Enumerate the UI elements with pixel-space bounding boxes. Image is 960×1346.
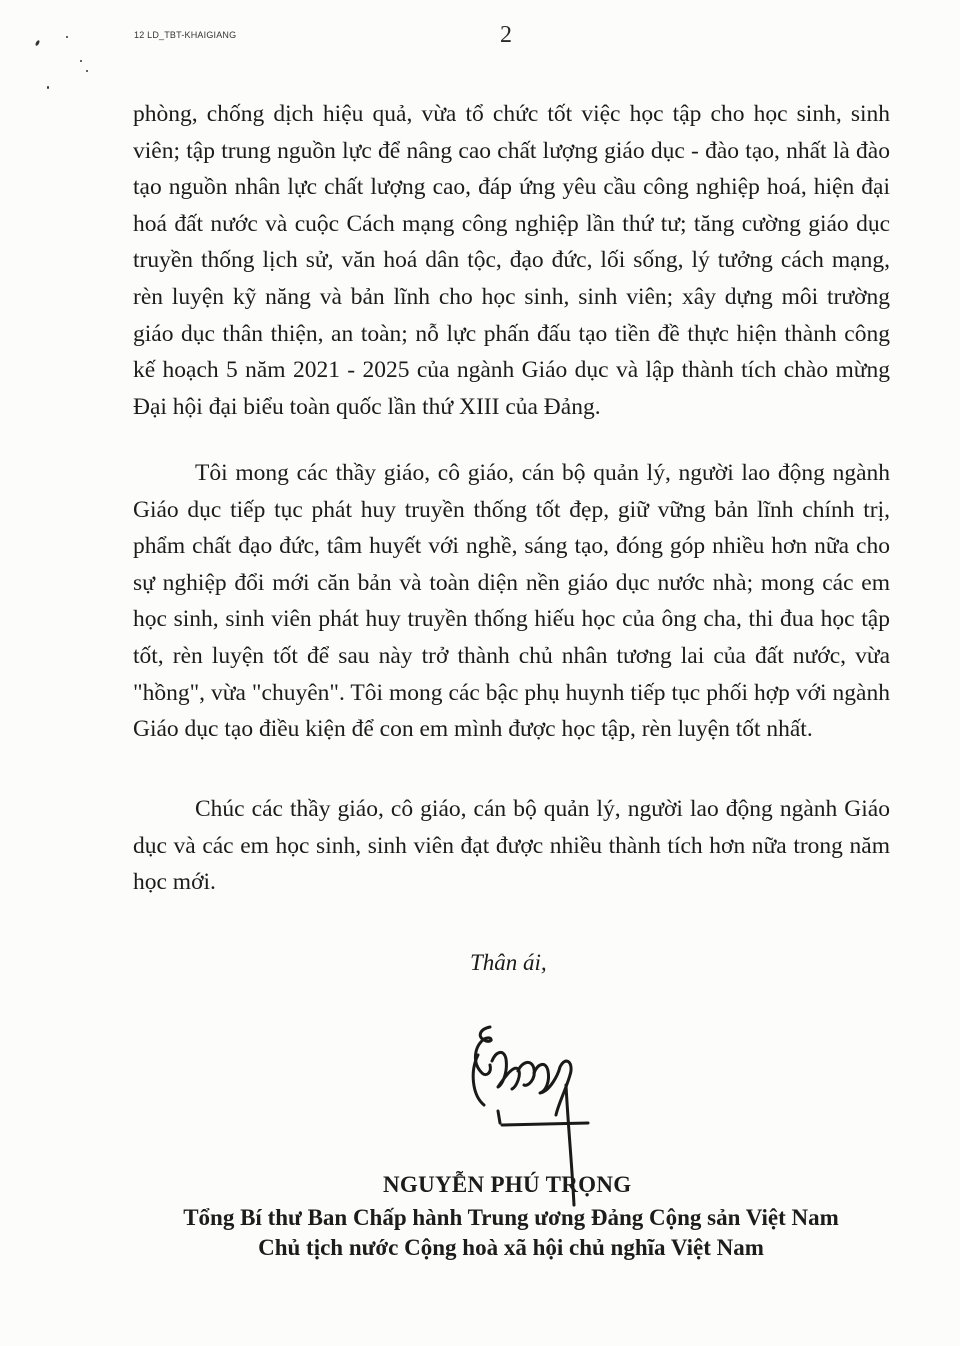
signer-title-line-2: Chủ tịch nước Cộng hoà xã hội chủ nghĩa Việt Nam	[258, 1235, 764, 1260]
body-paragraph-2: Tôi mong các thầy giáo, cô giáo, cán bộ quản lý, người lao động ngành Giáo dục tiếp tục phát huy truyền thống tốt đẹp, giữ vững bản lĩnh chính trị, phẩm chất đạo đức, tâm huyết với nghề, sáng tạo, đóng góp nhiều hơn nữa cho sự nghiệp đổi mới căn bản và toàn diện nền giáo dục nước nhà; mong các em học sinh, sinh viên phát huy truyền thống hiếu học của ông cha, thi đua học tập tốt, rèn luyện tốt để sau này trở thành chủ nhân tương lai của đất nước, vừa "hồng", vừa "chuyên". Tôi mong các bậc phụ huynh tiếp tục phối hợp với ngành Giáo dục tạo điều kiện để con em mình được học tập, rèn luyện tốt nhất.	[133, 460, 890, 743]
scan-speck	[47, 86, 49, 89]
closing-salutation: Thân ái,	[470, 950, 547, 975]
scan-speck	[35, 40, 41, 47]
scan-speck	[86, 70, 88, 72]
file-reference-tag: 12 LD_TBT-KHAIGIANG	[134, 30, 237, 40]
scan-speck	[80, 60, 82, 62]
body-paragraph-1: phòng, chống dịch hiệu quả, vừa tổ chức tốt việc học tập cho học sinh, sinh viên; tập trung nguồn lực để nâng cao chất lượng giáo dục - đào tạo, nhất là đào tạo nguồn nhân lực chất lượng cao, đáp ứng yêu cầu công nghiệp hoá, hiện đại hoá đất nước và cuộc Cách mạng công nghiệp lần thứ tư; tăng cường giáo dục truyền thống lịch sử, văn hoá dân tộc, đạo đức, lối sống, lý tưởng cách mạng, rèn luyện kỹ năng và bản lĩnh cho học sinh, sinh viên; xây dựng môi trường giáo dục thân thiện, an toàn; nỗ lực phấn đấu tạo tiền đề thực hiện thành công kế hoạch 5 năm 2021 - 2025 của ngành Giáo dục và lập thành tích chào mừng Đại hội đại biểu toàn quốc lần thứ XIII của Đảng.	[133, 101, 890, 420]
scan-speck	[66, 36, 68, 38]
body-paragraph-3: Chúc các thầy giáo, cô giáo, cán bộ quản lý, người lao động ngành Giáo dục và các em học sinh, sinh viên đạt được nhiều thành tích hơn nữa trong năm học mới.	[133, 796, 890, 896]
signer-name: NGUYỄN PHÚ TRỌNG	[383, 1172, 632, 1197]
page-number: 2	[500, 22, 512, 48]
signer-title-line-1: Tổng Bí thư Ban Chấp hành Trung ương Đảng Cộng sản Việt Nam	[183, 1205, 839, 1230]
